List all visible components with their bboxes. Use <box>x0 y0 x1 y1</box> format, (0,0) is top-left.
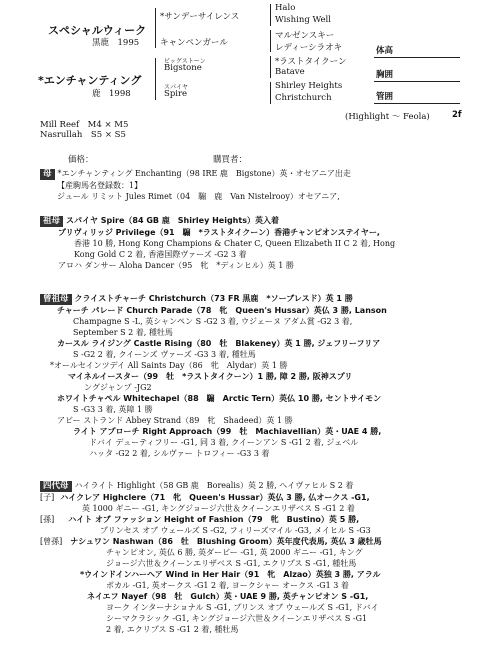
chest-label: 胸囲 <box>376 70 394 80</box>
g3-7: Shirley Heights <box>275 81 343 91</box>
granddam-section <box>0 215 500 271</box>
sire-name: スペシャルウィーク <box>48 24 147 37</box>
ggd-line-3: Champagne S -L, 英シャンペン S -G2 3 着, ウジェーヌ アダム賞 -G2 3 着, <box>73 317 353 326</box>
dam-line-1: *エンチャンティング Enchanting（98 IRE 鹿 Bigstone）英・オセアニア出走 <box>57 169 351 178</box>
fd-line-8: ジョージ六世＆クイーンエリザベス S -G1, エクリプス S -G1, 種牡馬 <box>106 559 357 568</box>
g3-5: *ラストタイクーン <box>275 57 347 67</box>
g3-8: Christchurch <box>275 93 332 103</box>
fd-line-7: チャンピオン, 英仏 6 勝, 英ダービー -G1, 英 2000 ギニー -G1, キング <box>106 548 363 557</box>
ggd-line-11: S -G3 3 着, 英障 1 勝 <box>73 405 153 414</box>
dam-sire: Bigstone <box>164 63 202 73</box>
ggd-line-8: マイネルイースター（99 牡 *ラストタイクーン）1 勝, 障 2 勝, 阪神スプリ <box>68 372 353 381</box>
great-granddam-section <box>0 293 500 459</box>
dam-name: *エンチャンティング <box>38 74 142 87</box>
fd-line-14: 2 着, エクリプス S -G1 2 着, 種牡馬 <box>106 625 239 634</box>
cannon-label: 管囲 <box>376 92 394 102</box>
ggd-line-13: ライト アプローチ Right Approach（99 牡 Machiavellian）英・UAE 4 勝, <box>73 427 382 436</box>
dam-info: 鹿 1998 <box>92 89 131 99</box>
dam-dam-ruby: スパイヤ <box>164 84 189 91</box>
bracket-child: [子] <box>40 493 55 502</box>
g3-4: レディーシラオキ <box>275 43 343 53</box>
ggd-line-4: September S 2 着, 種牡馬 <box>73 328 173 337</box>
dosage-line: (Highlight 〜 Feola) <box>345 112 430 122</box>
granddam-line-3: 香港 10 勝, Hong Kong Champions & Chater C, Queen Elizabeth II C 2 着, Hong <box>74 239 396 248</box>
fd-line-1: ハイライト Highlight（58 GB 鹿 Borealis）英 2 勝, ヘイヴァヒル S 2 着 <box>74 481 354 490</box>
dam-dam: Spire <box>164 89 188 99</box>
height-label: 体高 <box>376 46 394 56</box>
g3-1: Halo <box>275 3 296 13</box>
dam-sire-ruby: ビッグストーン <box>164 58 206 65</box>
ggd-line-7: *オールセインツデイ All Saints Day（86 牝 Alydar）英 1 勝 <box>50 361 288 370</box>
bracket-grandchild: [孫] <box>40 515 55 524</box>
fd-line-3: 英 1000 ギニー -G1, キングジョージ六世＆クイーンエリザベス S -G1 2 着 <box>82 504 355 513</box>
section-tag: 祖母 <box>40 216 63 227</box>
bracket-great-grandchild: [曾孫] <box>40 537 63 546</box>
dam-section <box>0 168 500 202</box>
ggd-line-10: ホワイトチャペル Whitechapel（88 騸 Arctic Tern）英仏 10 勝, セントサイモン <box>57 394 382 403</box>
cross-2: Nasrullah S5 × S5 <box>40 130 126 140</box>
ggd-line-15: ハッタ -G2 2 着, シルヴァー トロフィー -G3 3 着 <box>89 449 270 458</box>
sire-dam: キャンペンガール <box>160 38 228 48</box>
ggd-line-6: S -G2 2 着, クイーンズ ヴァーズ -G3 3 着, 種牡馬 <box>73 350 256 359</box>
granddam-line-1: スパイヤ Spire（84 GB 鹿 Shirley Heights）英入着 <box>66 216 279 225</box>
g3-2: Wishing Well <box>275 15 331 25</box>
cross-1: Mill Reef M4 × M5 <box>40 120 129 130</box>
ggd-line-14: ドバイ デューティフリー -G1, 同 3 着, クイーンアン S -G1 2 着, ジェベル <box>89 438 359 447</box>
fourth-dam-section <box>0 480 500 635</box>
ggd-line-9: ングジャンプ -JG2 <box>84 383 152 392</box>
ggd-line-2: チャーチ パレード Church Parade（78 牝 Queen's Hussar）英仏 3 勝, Lanson <box>57 306 387 315</box>
fd-line-4: ハイト オブ ファッション Height of Fashion（79 牝 Bustino）英 5 勝, <box>68 515 360 524</box>
granddam-line-2: プリヴィリッジ Privilege（91 騸 *ラストタイクーン）香港チャンピオンステイヤー, <box>58 228 380 237</box>
dam-line-2: 【産駒馬名登録数：1】 <box>57 181 143 190</box>
section-tag: 四代母 <box>40 481 72 492</box>
g3-6: Batave <box>275 67 305 77</box>
sire-info: 黒鹿 1995 <box>92 38 140 48</box>
section-tag: 曾祖母 <box>40 294 72 305</box>
fd-line-10: ポカル -G1, 英オークス -G1 2 着, ヨークシャー オークス -G1 3 着 <box>106 581 349 590</box>
fd-line-11: ネイエフ Nayef（98 牡 Gulch）英・UAE 9 勝, 英チャンピオン S -G1, <box>87 592 369 601</box>
dam-line-3: ジュール リミット Jules Rimet（04 騸 鹿 Van Nistelrooy）オセアニア, <box>57 192 340 201</box>
price-label: 価格： <box>68 155 94 165</box>
granddam-line-4: Kong Gold C 2 着, 香港国際ヴァーズ -G2 3 着 <box>74 250 247 259</box>
g3-3: マルゼンスキー <box>275 31 335 41</box>
fd-line-9: *ウインドインハーヘア Wind in Her Hair（91 牝 Alzao）英独 3 勝, アラル <box>80 570 381 579</box>
fd-line-6: ナシュワン Nashwan（86 牡 Blushing Groom）英年度代表馬, 英仏 3 歳牡馬 <box>70 537 382 546</box>
ggd-line-5: カースル ライジング Castle Rising（80 牡 Blakeney）英 1 勝, ジェフリーフリア <box>57 339 381 348</box>
sire-sire: *サンデーサイレンス <box>160 12 240 22</box>
ggd-line-1: クライストチャーチ Christchurch（73 FR 黒鹿 *ソーブレスド）英 1 勝 <box>74 294 353 303</box>
fd-line-5: プリンセス オブ ウェールズ S -G2, フィリーズマイル -G3, メイヒル S -G3 <box>100 526 371 535</box>
family-number: 2f <box>452 110 462 120</box>
fd-line-12: ヨーク インターナショナル S -G1, プリンス オブ ウェールズ S -G1, ドバイ <box>106 603 379 612</box>
section-tag: 母 <box>40 169 55 180</box>
buyer-label: 購買者： <box>213 155 248 165</box>
fd-line-2: ハイクレア Highclere（71 牝 Queen's Hussar）英仏 3 勝, 仏オークス -G1, <box>60 493 370 502</box>
granddam-line-5: アロハ ダンサー Aloha Dancer（95 牝 *ディンヒル）英 1 勝 <box>58 261 294 270</box>
fd-line-13: シーマクラシック -G1, キングジョージ六世＆クイーンエリザベス S -G1 <box>106 614 368 623</box>
ggd-line-12: アビー ストランド Abbey Strand（89 牝 Shadeed）英 1 勝 <box>57 416 293 425</box>
